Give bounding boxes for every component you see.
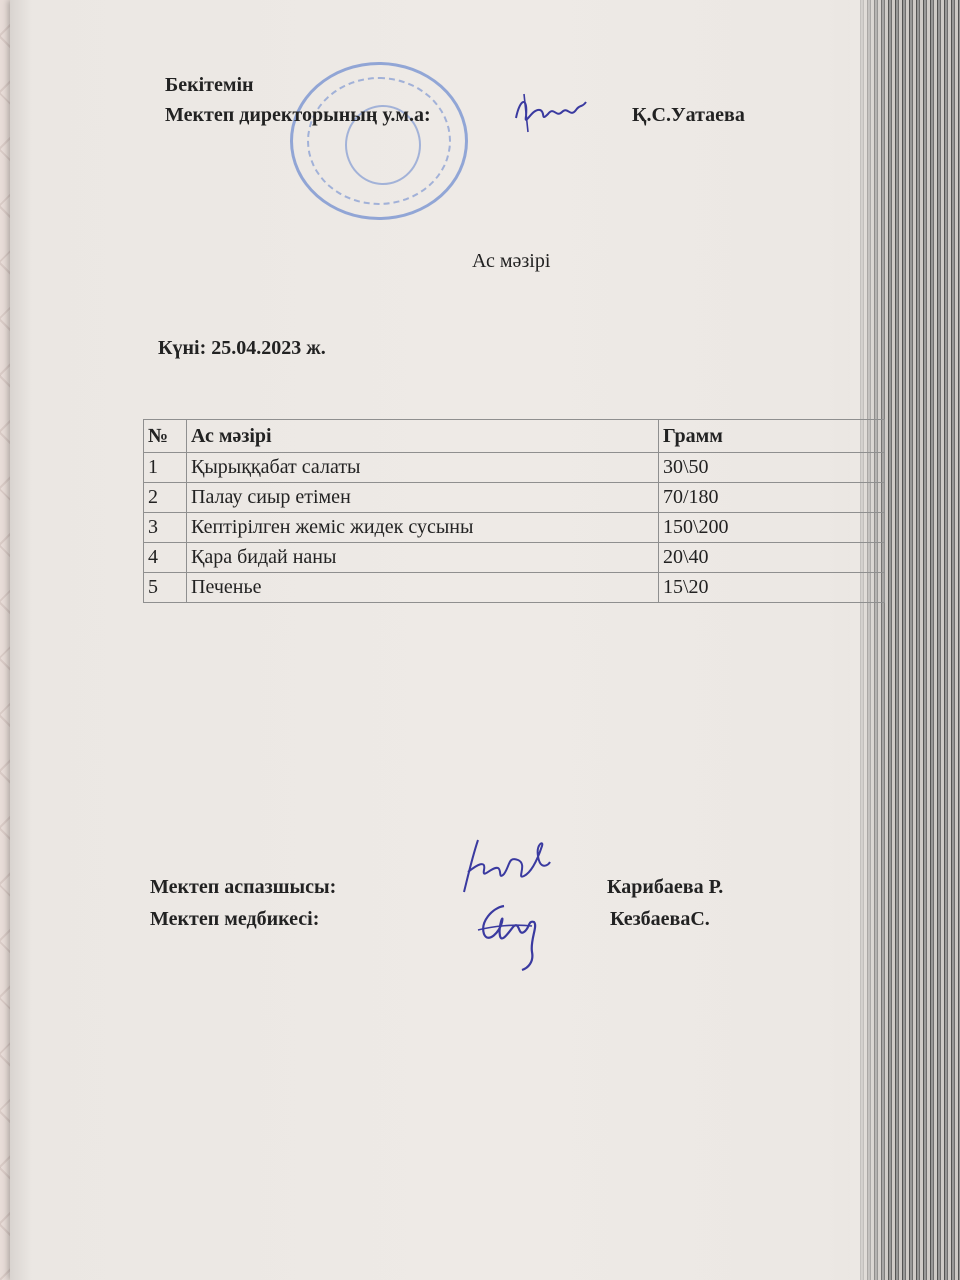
row-grams: 15\20	[659, 573, 885, 603]
row-number: 1	[144, 453, 187, 483]
table-header-row	[144, 420, 885, 453]
official-stamp	[290, 62, 468, 220]
row-dish: Қара бидай наны	[187, 543, 659, 573]
nurse-signature	[470, 896, 550, 972]
row-grams: 20\40	[659, 543, 885, 573]
nurse-name: КезбаеваС.	[610, 908, 710, 930]
director-signature	[510, 88, 590, 136]
cook-name: Карибаева Р.	[607, 876, 724, 898]
header-number: №	[144, 420, 187, 453]
row-number: 5	[144, 573, 187, 603]
cook-signature	[458, 836, 554, 896]
row-grams: 150\200	[659, 513, 885, 543]
date-line: Күні: 25.04.2023 ж.	[158, 337, 326, 359]
header-dish: Ас мәзірі	[187, 420, 659, 453]
table-row	[144, 483, 885, 513]
director-name: Қ.С.Уатаева	[632, 104, 745, 126]
row-number: 2	[144, 483, 187, 513]
document-page	[10, 0, 960, 1280]
cook-label: Мектеп аспазшысы:	[150, 876, 337, 898]
document-title: Ас мәзірі	[472, 250, 551, 272]
row-number: 3	[144, 513, 187, 543]
row-number: 4	[144, 543, 187, 573]
menu-table	[143, 419, 885, 603]
approve-word: Бекітемін	[165, 74, 254, 96]
header-grams: Грамм	[659, 420, 885, 453]
table-row	[144, 543, 885, 573]
row-grams: 70/180	[659, 483, 885, 513]
row-dish: Кептірілген жеміс жидек сусыны	[187, 513, 659, 543]
row-dish: Қырыққабат салаты	[187, 453, 659, 483]
nurse-label: Мектеп медбикесі:	[150, 908, 320, 930]
row-grams: 30\50	[659, 453, 885, 483]
row-dish: Палау сиыр етімен	[187, 483, 659, 513]
table-row	[144, 513, 885, 543]
table-row	[144, 573, 885, 603]
table-row	[144, 453, 885, 483]
edge-fade	[850, 0, 890, 1280]
director-label: Мектеп директорының у.м.а:	[165, 104, 431, 126]
row-dish: Печенье	[187, 573, 659, 603]
